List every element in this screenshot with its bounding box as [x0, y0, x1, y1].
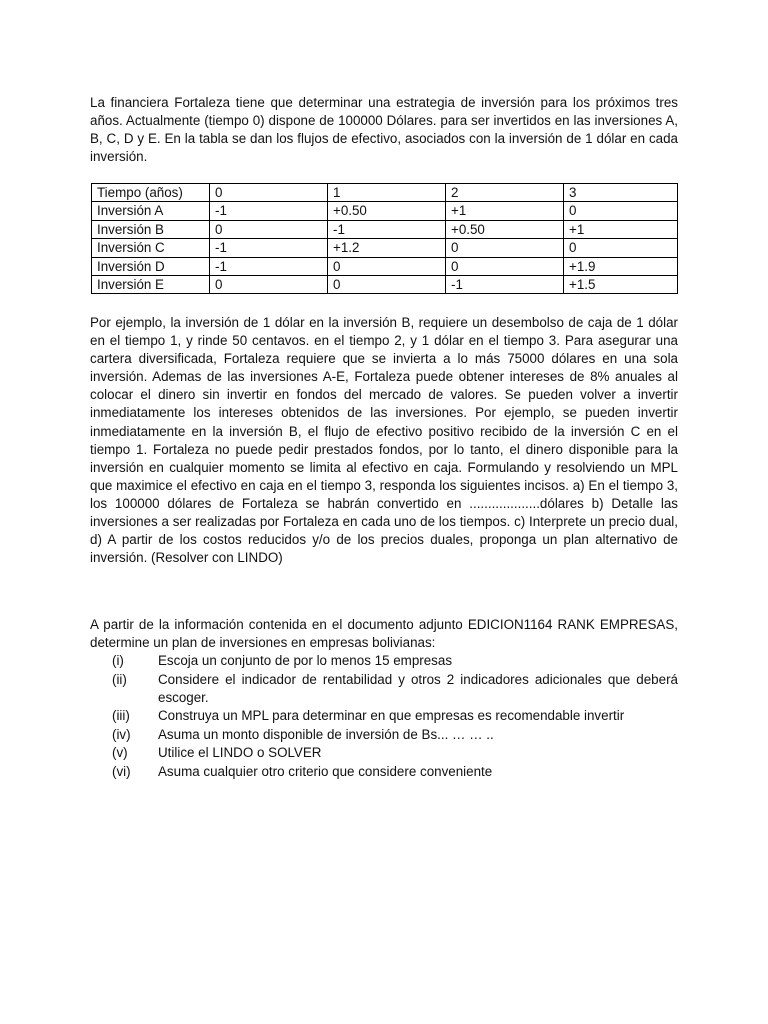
list-item-text: Asuma un monto disponible de inversión de Bs... … … .. — [158, 726, 494, 742]
table-cell: 0 — [564, 202, 678, 220]
table-cell: +1 — [564, 220, 678, 238]
table-cell: 0 — [564, 239, 678, 257]
table-cell: 0 — [328, 275, 446, 293]
table-cell: 0 — [210, 275, 328, 293]
list-item-number: (iii) — [112, 708, 130, 724]
table-header-cell: 3 — [564, 184, 678, 202]
list-item — [90, 652, 678, 670]
table-header-cell: 1 — [328, 184, 446, 202]
table-row — [92, 275, 678, 293]
table-row — [92, 257, 678, 275]
list-item-number: (v) — [112, 745, 128, 761]
list-item-text: Considere el indicador de rentabilidad y otros 2 indicadores adicionales que deberá escoger. — [158, 671, 678, 705]
table-cell: -1 — [210, 202, 328, 220]
table-cell: Inversión C — [92, 239, 210, 257]
list-item — [90, 671, 678, 707]
table-cell: -1 — [328, 220, 446, 238]
problem-paragraph: Por ejemplo, la inversión de 1 dólar en la inversión B, requiere un desembolso de caja de 1 dólar en el tiempo 1, y rinde 50 centavos. en el tiempo 2, y 1 dólar en el tiempo 3. Para asegurar una cartera diversificada, Fortaleza requiere que se invierta a lo más 75000 dólares en una sola inversión. Ademas de las inversiones A-E, Fortaleza puede obtener intereses de 8% anuales al colocar el dinero sin invertir en fondos del mercado de valores. Se pueden volver a invertir inmediatamente los intereses obtenidos de las inversiones. Por ejemplo, se pueden invertir inmediatamente en la inversión B, el flujo de efectivo positivo recibido de la inversión C en el tiempo 1. Fortaleza no puede pedir prestados fondos, por lo tanto, el dinero disponible para la inversión en cualquier momento se limita al efectivo en caja. Formulando y resolviendo un MPL que maximice el efectivo en caja en el tiempo 3, responda los siguientes incisos. a) En el tiempo 3, los 100000 dólares de Fortaleza se habrán convertido en ...................dólares b) Detalle las inversiones a ser realizadas por Fortaleza en cada uno de los tiempos. c) Interprete un precio dual, d) A partir de los costos reducidos y/o de los precios duales, proponga un plan alternativo de inversión. (Resolver con LINDO) — [90, 315, 678, 566]
section2-intro-paragraph: A partir de la información contenida en el documento adjunto EDICION1164 RANK EMPRESAS, determine un plan de inversiones en empresas bolivianas: — [90, 617, 678, 651]
table-header-cell: 0 — [210, 184, 328, 202]
list-item — [90, 744, 678, 762]
table-cell: Inversión A — [92, 202, 210, 220]
table-cell: +1.9 — [564, 257, 678, 275]
list-item-text: Utilice el LINDO o SOLVER — [158, 745, 322, 761]
list-item-number: (iv) — [112, 726, 131, 742]
table-row — [92, 220, 678, 238]
table-header-cell: Tiempo (años) — [92, 184, 210, 202]
table-cell: Inversión D — [92, 257, 210, 275]
table-cell: -1 — [210, 239, 328, 257]
table-cell: Inversión B — [92, 220, 210, 238]
table-cell: 0 — [446, 239, 564, 257]
cash-flow-table — [91, 183, 678, 294]
table-row — [92, 239, 678, 257]
table-cell: +0.50 — [328, 202, 446, 220]
table-cell: -1 — [446, 275, 564, 293]
table-cell: -1 — [210, 257, 328, 275]
table-row — [92, 202, 678, 220]
list-item — [90, 763, 678, 781]
table-cell: +1.5 — [564, 275, 678, 293]
table-cell: +1.2 — [328, 239, 446, 257]
intro-paragraph: La financiera Fortaleza tiene que determinar una estrategia de inversión para los próximos tres años. Actualmente (tiempo 0) dispone de 100000 Dólares. para ser invertidos en las inversiones A, B, C, D y E. En la tabla se dan los flujos de efectivo, asociados con la inversión de 1 dólar en cada inversión. — [90, 95, 678, 165]
table-cell: 0 — [210, 220, 328, 238]
list-item-text: Asuma cualquier otro criterio que considere conveniente — [158, 764, 493, 780]
table-cell: 0 — [446, 257, 564, 275]
list-item — [90, 726, 678, 744]
list-item-number: (i) — [112, 653, 124, 668]
list-item-text: Escoja un conjunto de por lo menos 15 empresas — [158, 653, 453, 668]
table-cell: 0 — [328, 257, 446, 275]
list-item-text: Construya un MPL para determinar en que empresas es recomendable invertir — [158, 708, 625, 724]
table-cell: +1 — [446, 202, 564, 220]
table-header-cell: 2 — [446, 184, 564, 202]
list-item — [90, 707, 678, 725]
task-list — [90, 652, 678, 782]
table-header-row — [92, 184, 678, 202]
list-item-number: (vi) — [112, 764, 131, 780]
table-cell: Inversión E — [92, 275, 210, 293]
table-cell: +0.50 — [446, 220, 564, 238]
list-item-number: (ii) — [112, 671, 127, 687]
